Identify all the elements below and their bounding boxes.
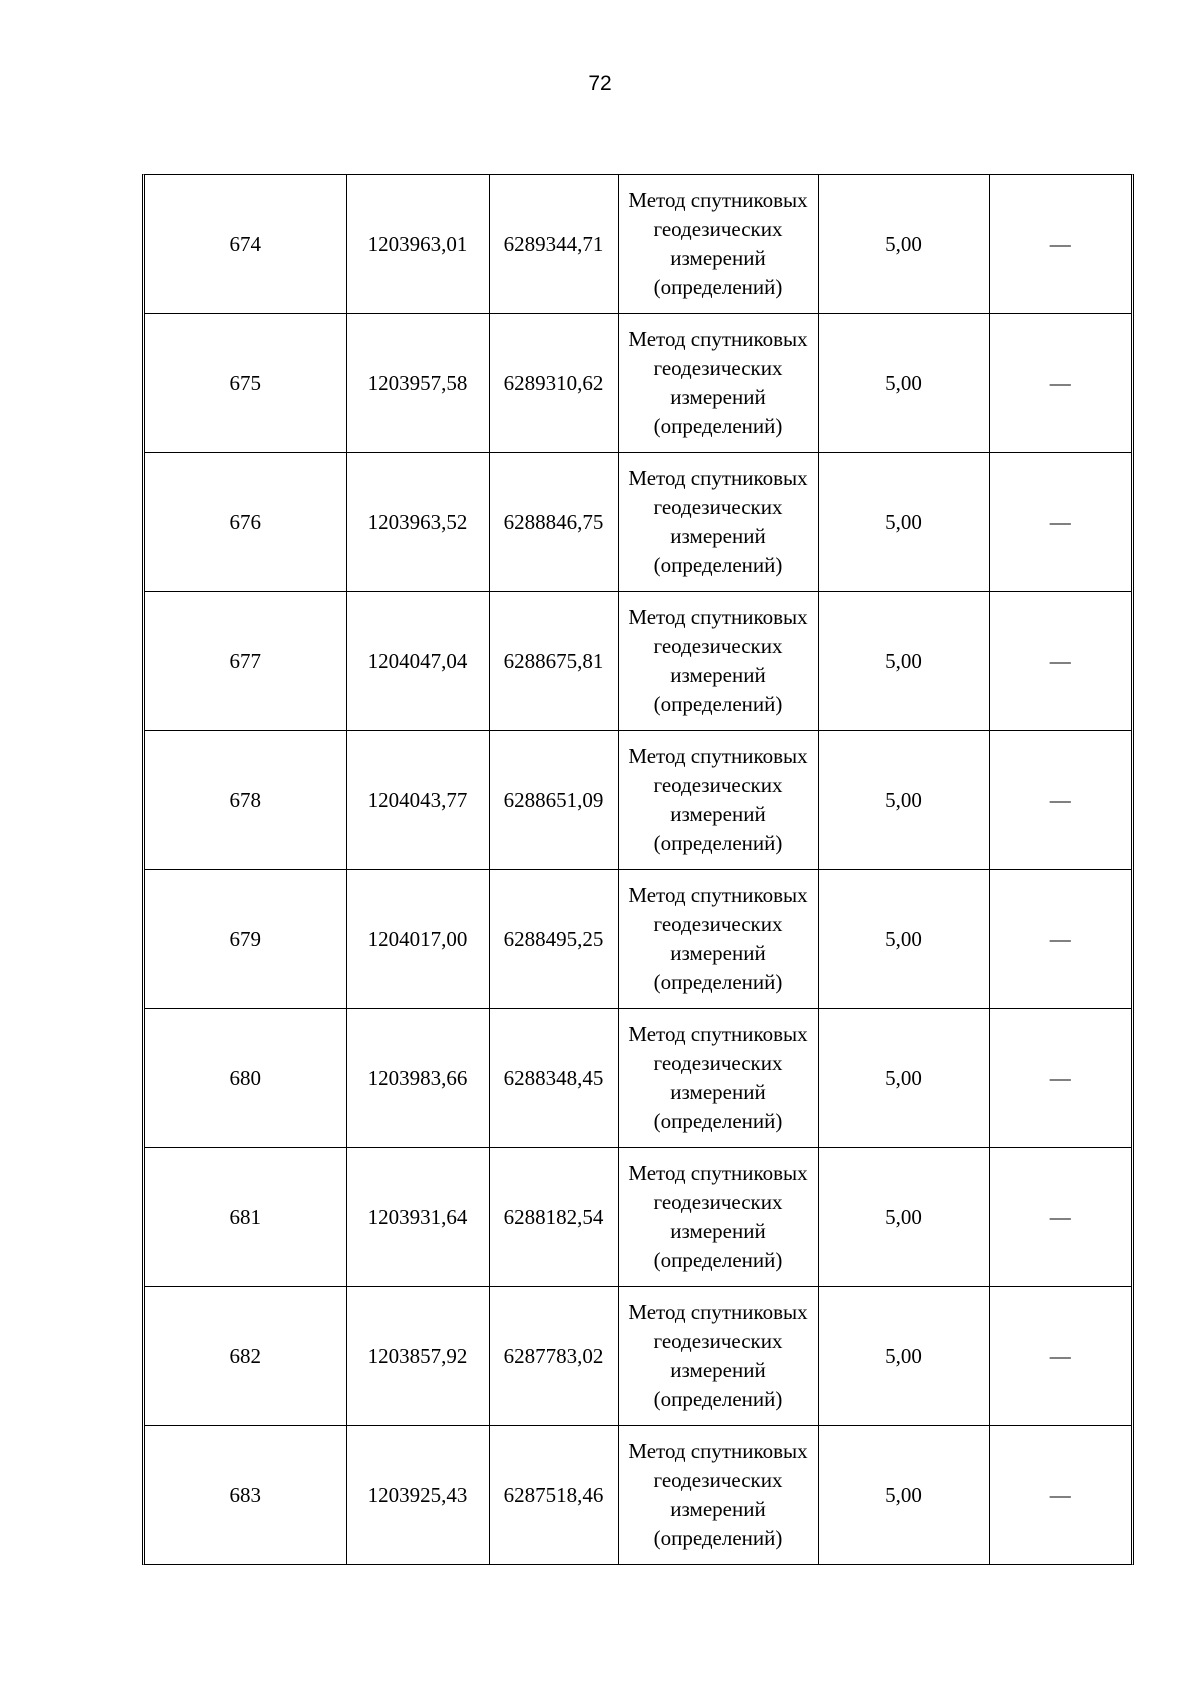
method-line: (определений)	[653, 831, 783, 855]
method-line: измерений	[670, 663, 766, 687]
cell-point-number: 681	[145, 1148, 346, 1287]
cell-point-number: 679	[145, 870, 346, 1009]
cell-method	[618, 1148, 818, 1287]
cell-point-number: 678	[145, 731, 346, 870]
method-line: измерений	[670, 1219, 766, 1243]
cell-x-coordinate: 1203963,01	[346, 175, 489, 314]
cell-y-coordinate: 6287783,02	[489, 1287, 618, 1426]
method-line: геодезических	[653, 217, 783, 241]
method-line: измерений	[670, 385, 766, 409]
cell-x-coordinate: 1203963,52	[346, 453, 489, 592]
method-line: (определений)	[653, 1526, 783, 1550]
cell-method	[618, 870, 818, 1009]
table-row	[145, 1009, 1131, 1148]
cell-y-coordinate: 6288182,54	[489, 1148, 618, 1287]
cell-note: —	[989, 870, 1131, 1009]
table-row	[145, 175, 1131, 314]
method-line: измерений	[670, 802, 766, 826]
method-line: (определений)	[653, 1109, 783, 1133]
cell-accuracy: 5,00	[818, 592, 989, 731]
cell-x-coordinate: 1203925,43	[346, 1426, 489, 1565]
cell-accuracy: 5,00	[818, 1426, 989, 1565]
method-line: геодезических	[653, 912, 783, 936]
cell-x-coordinate: 1203983,66	[346, 1009, 489, 1148]
cell-y-coordinate: 6288846,75	[489, 453, 618, 592]
method-line: геодезических	[653, 356, 783, 380]
cell-x-coordinate: 1203857,92	[346, 1287, 489, 1426]
cell-note: —	[989, 314, 1131, 453]
table-row	[145, 1426, 1131, 1565]
cell-y-coordinate: 6288495,25	[489, 870, 618, 1009]
cell-method	[618, 1009, 818, 1148]
cell-accuracy: 5,00	[818, 1148, 989, 1287]
method-line: Метод спутниковых	[628, 1300, 808, 1324]
cell-x-coordinate: 1203957,58	[346, 314, 489, 453]
table-row	[145, 870, 1131, 1009]
method-line: Метод спутниковых	[628, 883, 808, 907]
cell-x-coordinate: 1204017,00	[346, 870, 489, 1009]
cell-accuracy: 5,00	[818, 175, 989, 314]
method-line: (определений)	[653, 1387, 783, 1411]
cell-point-number: 680	[145, 1009, 346, 1148]
coordinates-table-body	[145, 175, 1131, 1564]
cell-note: —	[989, 1426, 1131, 1565]
cell-method	[618, 731, 818, 870]
table-row	[145, 314, 1131, 453]
cell-point-number: 683	[145, 1426, 346, 1565]
table-row	[145, 731, 1131, 870]
method-line: Метод спутниковых	[628, 188, 808, 212]
method-line: геодезических	[653, 773, 783, 797]
method-line: геодезических	[653, 1190, 783, 1214]
cell-point-number: 675	[145, 314, 346, 453]
method-line: геодезических	[653, 495, 783, 519]
method-line: геодезических	[653, 1051, 783, 1075]
method-line: измерений	[670, 1080, 766, 1104]
cell-y-coordinate: 6289310,62	[489, 314, 618, 453]
method-line: (определений)	[653, 692, 783, 716]
method-line: измерений	[670, 246, 766, 270]
cell-point-number: 682	[145, 1287, 346, 1426]
cell-x-coordinate: 1203931,64	[346, 1148, 489, 1287]
coordinates-table-wrapper	[142, 174, 1134, 1565]
table-row	[145, 1148, 1131, 1287]
page-number: 72	[588, 72, 612, 95]
cell-accuracy: 5,00	[818, 1009, 989, 1148]
method-line: измерений	[670, 941, 766, 965]
method-line: (определений)	[653, 275, 783, 299]
cell-point-number: 677	[145, 592, 346, 731]
cell-method	[618, 1426, 818, 1565]
table-row	[145, 453, 1131, 592]
method-line: (определений)	[653, 553, 783, 577]
method-line: Метод спутниковых	[628, 1161, 808, 1185]
cell-y-coordinate: 6288348,45	[489, 1009, 618, 1148]
method-line: (определений)	[653, 1248, 783, 1272]
table-row	[145, 1287, 1131, 1426]
cell-y-coordinate: 6288675,81	[489, 592, 618, 731]
cell-method	[618, 314, 818, 453]
cell-y-coordinate: 6289344,71	[489, 175, 618, 314]
cell-accuracy: 5,00	[818, 314, 989, 453]
cell-note: —	[989, 731, 1131, 870]
method-line: геодезических	[653, 1468, 783, 1492]
cell-y-coordinate: 6288651,09	[489, 731, 618, 870]
cell-point-number: 676	[145, 453, 346, 592]
method-line: Метод спутниковых	[628, 466, 808, 490]
cell-y-coordinate: 6287518,46	[489, 1426, 618, 1565]
method-line: геодезических	[653, 1329, 783, 1353]
method-line: измерений	[670, 524, 766, 548]
cell-note: —	[989, 1148, 1131, 1287]
cell-note: —	[989, 453, 1131, 592]
cell-method	[618, 175, 818, 314]
cell-accuracy: 5,00	[818, 453, 989, 592]
cell-accuracy: 5,00	[818, 1287, 989, 1426]
method-line: измерений	[670, 1497, 766, 1521]
method-line: Метод спутниковых	[628, 605, 808, 629]
method-line: Метод спутниковых	[628, 1439, 808, 1463]
cell-x-coordinate: 1204047,04	[346, 592, 489, 731]
cell-method	[618, 592, 818, 731]
cell-note: —	[989, 1287, 1131, 1426]
method-line: Метод спутниковых	[628, 1022, 808, 1046]
cell-point-number: 674	[145, 175, 346, 314]
method-line: Метод спутниковых	[628, 327, 808, 351]
cell-note: —	[989, 592, 1131, 731]
method-line: измерений	[670, 1358, 766, 1382]
cell-note: —	[989, 1009, 1131, 1148]
cell-method	[618, 1287, 818, 1426]
cell-note: —	[989, 175, 1131, 314]
cell-x-coordinate: 1204043,77	[346, 731, 489, 870]
method-line: (определений)	[653, 970, 783, 994]
cell-method	[618, 453, 818, 592]
coordinates-table	[145, 175, 1131, 1564]
method-line: (определений)	[653, 414, 783, 438]
method-line: Метод спутниковых	[628, 744, 808, 768]
cell-accuracy: 5,00	[818, 870, 989, 1009]
table-row	[145, 592, 1131, 731]
cell-accuracy: 5,00	[818, 731, 989, 870]
method-line: геодезических	[653, 634, 783, 658]
